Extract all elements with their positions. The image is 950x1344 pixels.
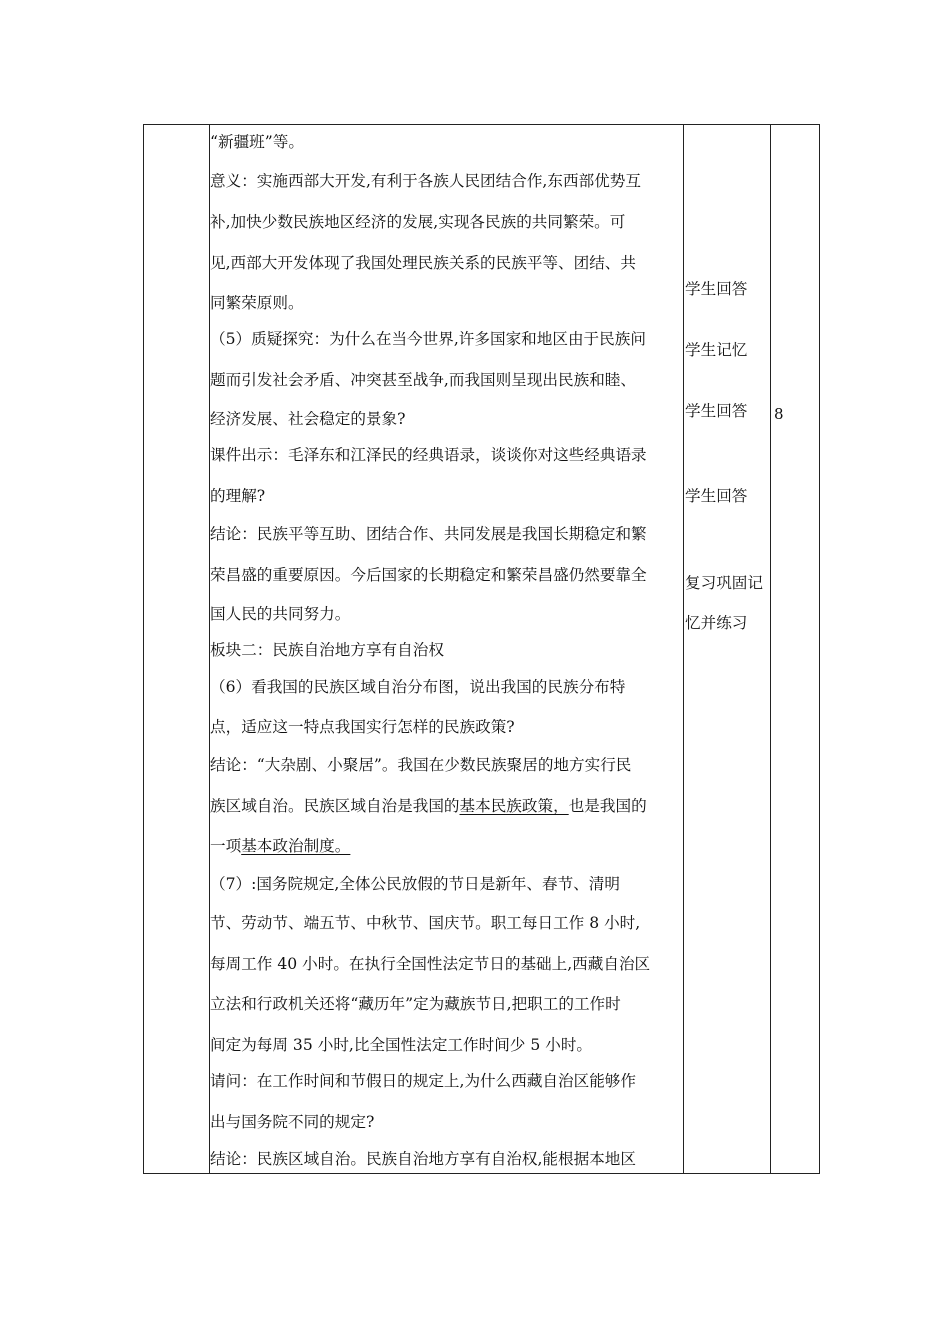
column-divider — [683, 125, 684, 1173]
content-line: 间定为每周 35 小时,比全国性法定工作时间少 5 小时。 — [210, 1036, 593, 1054]
content-line: 经济发展、社会稳定的景象? — [210, 410, 406, 428]
column-divider — [770, 125, 771, 1173]
activity-line: 学生记忆 — [685, 341, 748, 359]
content-line: 结论：“大杂剧、小聚居”。我国在少数民族聚居的地方实行民 — [210, 756, 632, 774]
content-line: 补,加快少数民族地区经济的发展,实现各民族的共同繁荣。可 — [210, 213, 626, 231]
content-line: （7）:国务院规定,全体公民放假的节日是新年、春节、清明 — [210, 875, 620, 893]
content-line — [210, 796, 647, 816]
time-value: 8 — [774, 405, 784, 423]
lesson-plan-table — [143, 124, 820, 1174]
activity-line: 学生回答 — [685, 487, 748, 505]
content-line: 立法和行政机关还将“藏历年”定为藏族节日,把职工的工作时 — [210, 995, 621, 1013]
content-line: 的理解? — [210, 487, 266, 505]
content-line: 结论：民族区域自治。民族自治地方享有自治权,能根据本地区 — [210, 1150, 636, 1168]
activity-line: 学生回答 — [685, 280, 748, 298]
activity-line: 忆并练习 — [685, 614, 748, 632]
activity-line: 学生回答 — [685, 402, 748, 420]
content-line: 国人民的共同努力。 — [210, 605, 351, 623]
content-line: （5）质疑探究：为什么在当今世界,许多国家和地区由于民族问 — [210, 330, 646, 348]
activity-line: 复习巩固记 — [685, 574, 763, 592]
content-line: 课件出示：毛泽东和江泽民的经典语录，谈谈你对这些经典语录 — [210, 446, 647, 464]
content-line: 题而引发社会矛盾、冲突甚至战争,而我国则呈现出民族和睦、 — [210, 371, 636, 389]
content-line: 板块二：民族自治地方享有自治权 — [210, 641, 444, 659]
content-line: 点，适应这一特点我国实行怎样的民族政策? — [210, 718, 515, 736]
content-line: （6）看我国的民族区域自治分布图，说出我国的民族分布特 — [210, 678, 626, 696]
content-line: 每周工作 40 小时。在执行全国性法定节日的基础上,西藏自治区 — [210, 955, 651, 973]
content-text: 也是我国的 — [568, 797, 647, 815]
content-line — [210, 836, 350, 856]
underlined-term: 基本民族政策， — [459, 797, 569, 815]
content-line: 出与国务院不同的规定? — [210, 1113, 375, 1131]
content-line: “新疆班”等。 — [210, 133, 304, 151]
content-line: 见,西部大开发体现了我国处理民族关系的民族平等、团结、共 — [210, 254, 636, 272]
underlined-term: 基本政治制度。 — [241, 837, 351, 855]
content-text: 族区域自治。民族区域自治是我国的 — [210, 797, 460, 815]
content-line: 意义：实施西部大开发,有利于各族人民团结合作,东西部优势互 — [210, 172, 641, 190]
content-line: 同繁荣原则。 — [210, 294, 304, 312]
content-text: 一项 — [210, 837, 242, 855]
content-line: 节、劳动节、端五节、中秋节、国庆节。职工每日工作 8 小时, — [210, 914, 641, 932]
content-line: 请问：在工作时间和节假日的规定上,为什么西藏自治区能够作 — [210, 1072, 636, 1090]
content-line: 结论：民族平等互助、团结合作、共同发展是我国长期稳定和繁 — [210, 525, 647, 543]
content-line: 荣昌盛的重要原因。今后国家的长期稳定和繁荣昌盛仍然要靠全 — [210, 566, 647, 584]
